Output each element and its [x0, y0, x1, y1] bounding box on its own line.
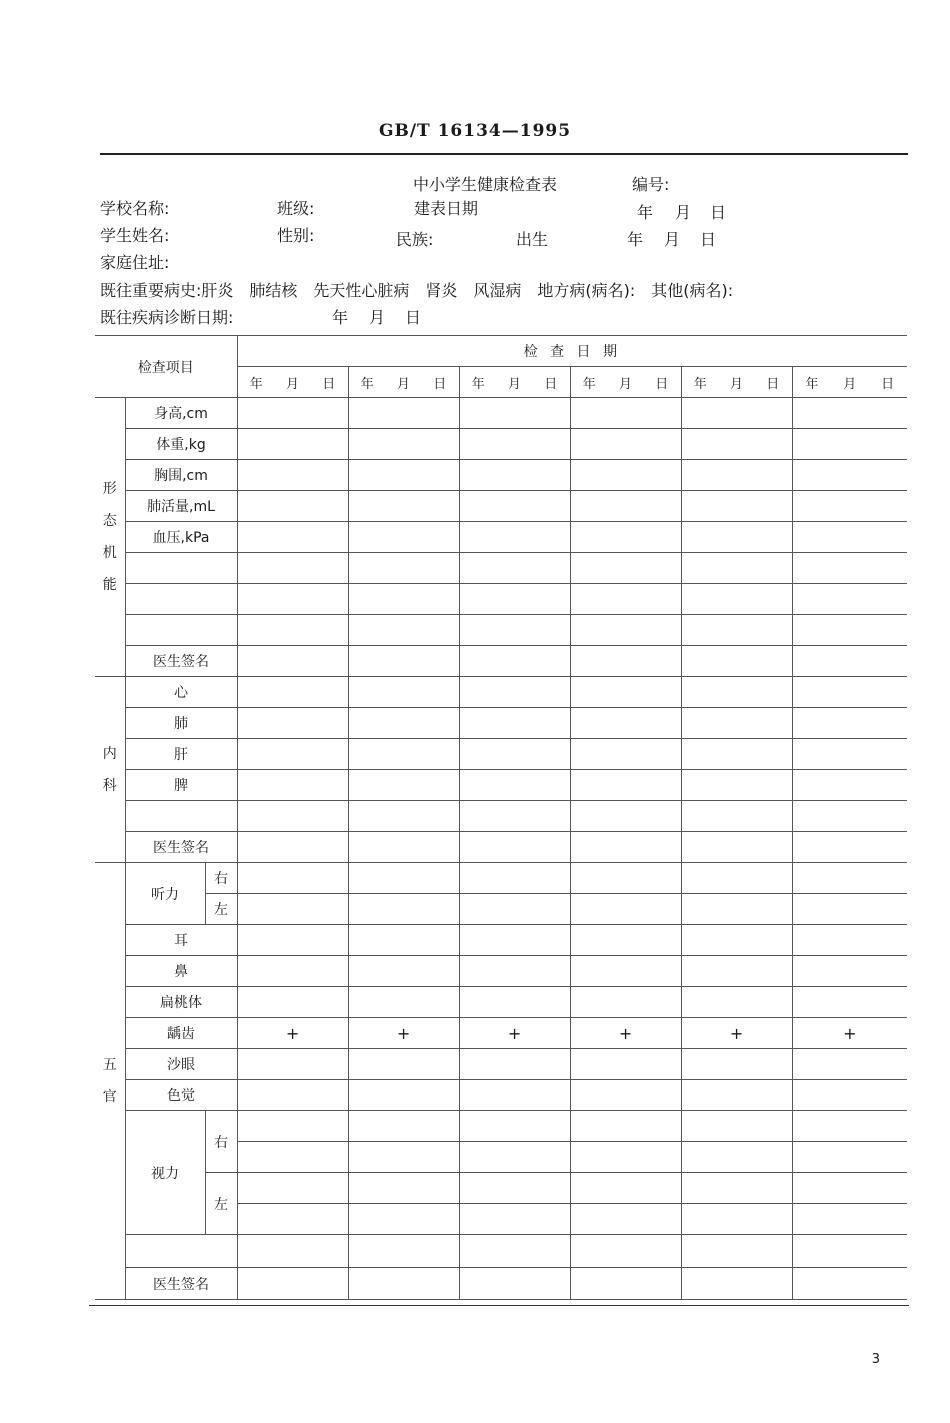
- date-header: 检 查 日 期: [237, 336, 907, 367]
- data-cell[interactable]: [237, 832, 348, 863]
- data-cell[interactable]: [348, 615, 459, 646]
- data-cell[interactable]: [237, 894, 348, 925]
- data-cell[interactable]: [681, 987, 792, 1018]
- item-label: [125, 801, 237, 832]
- data-cell[interactable]: [348, 770, 459, 801]
- item-label: 身高,cm: [125, 398, 237, 429]
- data-cell[interactable]: [570, 1049, 681, 1080]
- data-cell[interactable]: [681, 553, 792, 584]
- data-cell[interactable]: [348, 584, 459, 615]
- data-cell[interactable]: [792, 894, 907, 925]
- form-title: 中小学生健康检查表: [413, 175, 558, 194]
- data-cell[interactable]: [792, 739, 907, 770]
- data-cell[interactable]: [681, 646, 792, 677]
- data-cell[interactable]: [681, 677, 792, 708]
- created-label: 建表日期: [414, 199, 479, 218]
- data-cell[interactable]: [348, 987, 459, 1018]
- item-label: [125, 553, 237, 584]
- address-label: 家庭住址:: [100, 253, 170, 272]
- group-label-five-senses: 五 官: [95, 863, 125, 1300]
- data-cell[interactable]: [681, 708, 792, 739]
- diagnosis-month: 月: [369, 308, 386, 327]
- data-cell[interactable]: [570, 1235, 681, 1268]
- date-col-4: 年 月 日: [570, 367, 681, 398]
- data-cell[interactable]: [792, 925, 907, 956]
- data-cell[interactable]: [459, 1173, 570, 1204]
- data-cell[interactable]: [570, 584, 681, 615]
- data-cell[interactable]: [237, 801, 348, 832]
- data-cell[interactable]: [459, 1111, 570, 1142]
- data-cell[interactable]: [237, 1173, 348, 1204]
- data-cell[interactable]: [237, 770, 348, 801]
- data-cell[interactable]: [237, 553, 348, 584]
- data-cell[interactable]: [348, 801, 459, 832]
- data-cell[interactable]: [459, 1080, 570, 1111]
- data-cell[interactable]: [570, 429, 681, 460]
- data-cell[interactable]: [237, 1268, 348, 1300]
- data-cell[interactable]: [570, 1111, 681, 1142]
- data-cell[interactable]: [570, 863, 681, 894]
- plus-mark: +: [348, 1018, 459, 1049]
- data-cell[interactable]: [792, 987, 907, 1018]
- data-cell[interactable]: [348, 677, 459, 708]
- right-label: 右: [205, 863, 237, 894]
- birth-month: 月: [664, 230, 681, 249]
- data-cell[interactable]: [459, 863, 570, 894]
- data-cell[interactable]: [459, 801, 570, 832]
- data-cell[interactable]: [459, 832, 570, 863]
- data-cell[interactable]: [681, 1235, 792, 1268]
- data-cell[interactable]: [570, 491, 681, 522]
- data-cell[interactable]: [237, 429, 348, 460]
- data-cell[interactable]: [792, 1080, 907, 1111]
- data-cell[interactable]: [459, 398, 570, 429]
- data-cell[interactable]: [237, 987, 348, 1018]
- data-cell[interactable]: [570, 956, 681, 987]
- item-label: 体重,kg: [125, 429, 237, 460]
- data-cell[interactable]: [237, 956, 348, 987]
- data-cell[interactable]: [681, 1173, 792, 1204]
- data-cell[interactable]: [459, 925, 570, 956]
- data-cell[interactable]: [792, 584, 907, 615]
- vision-label: 视力: [125, 1111, 205, 1235]
- data-cell[interactable]: [237, 925, 348, 956]
- data-cell[interactable]: [237, 1142, 348, 1173]
- data-cell[interactable]: [681, 1142, 792, 1173]
- diagnosis-year: 年: [332, 308, 349, 327]
- group-label-morphology: 形 态 机 能: [95, 398, 125, 677]
- data-cell[interactable]: [570, 770, 681, 801]
- data-cell[interactable]: [570, 801, 681, 832]
- data-cell[interactable]: [681, 584, 792, 615]
- data-cell[interactable]: [792, 1173, 907, 1204]
- item-label: [125, 584, 237, 615]
- item-label: 鼻: [125, 956, 237, 987]
- data-cell[interactable]: [348, 1204, 459, 1235]
- data-cell[interactable]: [792, 460, 907, 491]
- data-cell[interactable]: [792, 1268, 907, 1300]
- item-label: 肝: [125, 739, 237, 770]
- data-cell[interactable]: [681, 925, 792, 956]
- plus-mark: +: [237, 1018, 348, 1049]
- data-cell[interactable]: [681, 491, 792, 522]
- data-cell[interactable]: [348, 1235, 459, 1268]
- data-cell[interactable]: [459, 1142, 570, 1173]
- data-cell[interactable]: [570, 894, 681, 925]
- data-cell[interactable]: [570, 646, 681, 677]
- data-cell[interactable]: [459, 894, 570, 925]
- data-cell[interactable]: [570, 1173, 681, 1204]
- data-cell[interactable]: [459, 522, 570, 553]
- data-cell[interactable]: [348, 894, 459, 925]
- date-col-6: 年 月 日: [792, 367, 907, 398]
- date-col-1: 年 月 日: [237, 367, 348, 398]
- data-cell[interactable]: [459, 677, 570, 708]
- data-cell[interactable]: [570, 1204, 681, 1235]
- data-cell[interactable]: [348, 1268, 459, 1300]
- data-cell[interactable]: [792, 1049, 907, 1080]
- serial-label: 编号:: [632, 175, 670, 194]
- data-cell[interactable]: [681, 460, 792, 491]
- data-cell[interactable]: [792, 832, 907, 863]
- data-cell[interactable]: [792, 646, 907, 677]
- diagnosis-day: 日: [405, 308, 422, 327]
- item-label: 心: [125, 677, 237, 708]
- data-cell[interactable]: [792, 1142, 907, 1173]
- data-cell[interactable]: [570, 615, 681, 646]
- item-label: 脾: [125, 770, 237, 801]
- item-label: 色觉: [125, 1080, 237, 1111]
- data-cell[interactable]: [570, 832, 681, 863]
- data-cell[interactable]: [570, 1080, 681, 1111]
- right-label: 右: [205, 1111, 237, 1173]
- data-cell[interactable]: [459, 770, 570, 801]
- data-cell[interactable]: [459, 1204, 570, 1235]
- item-label: 肺活量,mL: [125, 491, 237, 522]
- data-cell[interactable]: [348, 460, 459, 491]
- data-cell[interactable]: [681, 1111, 792, 1142]
- plus-mark: +: [792, 1018, 907, 1049]
- school-label: 学校名称:: [100, 199, 170, 218]
- data-cell[interactable]: [792, 429, 907, 460]
- data-cell[interactable]: [237, 615, 348, 646]
- name-label: 学生姓名:: [100, 226, 170, 245]
- data-cell[interactable]: [792, 491, 907, 522]
- data-cell[interactable]: [792, 1111, 907, 1142]
- data-cell[interactable]: [792, 553, 907, 584]
- item-header: 检查项目: [95, 336, 237, 398]
- left-label: 左: [205, 894, 237, 925]
- data-cell[interactable]: [348, 1080, 459, 1111]
- created-month: 月: [675, 203, 692, 222]
- data-cell[interactable]: [237, 1204, 348, 1235]
- data-cell[interactable]: [237, 1235, 348, 1268]
- group-five-senses: [95, 863, 907, 1300]
- data-cell[interactable]: [459, 491, 570, 522]
- diagnosis-date-label: 既往疾病诊断日期:: [100, 308, 234, 327]
- birth-year: 年: [627, 230, 644, 249]
- item-label: 肺: [125, 708, 237, 739]
- data-cell[interactable]: [681, 956, 792, 987]
- hearing-label: 听力: [125, 863, 205, 925]
- class-label: 班级:: [277, 199, 315, 218]
- data-cell[interactable]: [348, 708, 459, 739]
- header-rule: [100, 153, 908, 155]
- data-cell[interactable]: [348, 1173, 459, 1204]
- item-label: 胸围,cm: [125, 460, 237, 491]
- item-label: 龋齿: [125, 1018, 237, 1049]
- data-cell[interactable]: [792, 398, 907, 429]
- data-cell[interactable]: [348, 1111, 459, 1142]
- data-cell[interactable]: [459, 1235, 570, 1268]
- gender-label: 性别:: [277, 226, 315, 245]
- data-cell[interactable]: [681, 522, 792, 553]
- data-cell[interactable]: [459, 956, 570, 987]
- item-label: [125, 615, 237, 646]
- data-cell[interactable]: [348, 863, 459, 894]
- doctor-signature-label: 医生签名: [125, 832, 237, 863]
- data-cell[interactable]: [681, 770, 792, 801]
- data-cell[interactable]: [237, 1049, 348, 1080]
- data-cell[interactable]: [348, 956, 459, 987]
- data-cell[interactable]: [792, 1235, 907, 1268]
- data-cell[interactable]: [792, 708, 907, 739]
- data-cell[interactable]: [348, 491, 459, 522]
- group-internal-medicine: [95, 677, 907, 863]
- item-label: [125, 1235, 237, 1268]
- data-cell[interactable]: [459, 429, 570, 460]
- data-cell[interactable]: [792, 615, 907, 646]
- date-col-3: 年 月 日: [459, 367, 570, 398]
- data-cell[interactable]: [237, 677, 348, 708]
- data-cell[interactable]: [570, 739, 681, 770]
- data-cell[interactable]: [348, 832, 459, 863]
- item-label: 扁桃体: [125, 987, 237, 1018]
- data-cell[interactable]: [237, 522, 348, 553]
- standard-number: GB/T 16134—1995: [378, 121, 572, 141]
- data-cell[interactable]: [237, 1080, 348, 1111]
- data-cell[interactable]: [459, 553, 570, 584]
- doctor-signature-label: 医生签名: [125, 646, 237, 677]
- data-cell[interactable]: [681, 615, 792, 646]
- data-cell[interactable]: [348, 398, 459, 429]
- data-cell[interactable]: [570, 1268, 681, 1300]
- data-cell[interactable]: [570, 925, 681, 956]
- data-cell[interactable]: [681, 863, 792, 894]
- data-cell[interactable]: [681, 894, 792, 925]
- data-cell[interactable]: [792, 863, 907, 894]
- item-label: 血压,kPa: [125, 522, 237, 553]
- data-cell[interactable]: [570, 987, 681, 1018]
- data-cell[interactable]: [348, 739, 459, 770]
- data-cell[interactable]: [459, 1049, 570, 1080]
- data-cell[interactable]: [348, 553, 459, 584]
- data-cell[interactable]: [570, 398, 681, 429]
- data-cell[interactable]: [237, 646, 348, 677]
- data-cell[interactable]: [681, 739, 792, 770]
- page-number: 3: [871, 1352, 880, 1367]
- data-cell[interactable]: [570, 522, 681, 553]
- doctor-signature-label: 医生签名: [125, 1268, 237, 1300]
- date-col-5: 年 月 日: [681, 367, 792, 398]
- data-cell[interactable]: [348, 429, 459, 460]
- data-cell[interactable]: [459, 646, 570, 677]
- data-cell[interactable]: [459, 615, 570, 646]
- footer-rule: [89, 1305, 909, 1306]
- data-cell[interactable]: [237, 863, 348, 894]
- data-cell[interactable]: [681, 832, 792, 863]
- data-cell[interactable]: [237, 584, 348, 615]
- data-cell[interactable]: [459, 739, 570, 770]
- item-label: 耳: [125, 925, 237, 956]
- data-cell[interactable]: [570, 553, 681, 584]
- data-cell[interactable]: [792, 522, 907, 553]
- data-cell[interactable]: [459, 584, 570, 615]
- data-cell[interactable]: [681, 1268, 792, 1300]
- left-label: 左: [205, 1173, 237, 1235]
- data-cell[interactable]: [459, 987, 570, 1018]
- data-cell[interactable]: [237, 398, 348, 429]
- group-morphology: [95, 398, 907, 677]
- data-cell[interactable]: [570, 708, 681, 739]
- ethnic-label: 民族:: [396, 230, 434, 249]
- data-cell[interactable]: [792, 801, 907, 832]
- data-cell[interactable]: [237, 1111, 348, 1142]
- data-cell[interactable]: [459, 708, 570, 739]
- data-cell[interactable]: [792, 677, 907, 708]
- data-cell[interactable]: [237, 460, 348, 491]
- data-cell[interactable]: [237, 708, 348, 739]
- data-cell[interactable]: [348, 1049, 459, 1080]
- data-cell[interactable]: [459, 460, 570, 491]
- data-cell[interactable]: [792, 956, 907, 987]
- data-cell[interactable]: [348, 1142, 459, 1173]
- data-cell[interactable]: [792, 1204, 907, 1235]
- plus-mark: +: [570, 1018, 681, 1049]
- data-cell[interactable]: [570, 677, 681, 708]
- plus-mark: +: [681, 1018, 792, 1049]
- history-label: 既往重要病史:肝炎 肺结核 先天性心脏病 肾炎 风湿病 地方病(病名): 其他(病名):: [100, 281, 734, 300]
- group-label-internal: 内 科: [95, 677, 125, 863]
- data-cell[interactable]: [348, 522, 459, 553]
- data-cell[interactable]: [681, 1080, 792, 1111]
- data-cell[interactable]: [681, 1204, 792, 1235]
- item-label: 沙眼: [125, 1049, 237, 1080]
- data-cell[interactable]: [681, 1049, 792, 1080]
- health-exam-table: [95, 335, 907, 1300]
- data-cell[interactable]: [792, 770, 907, 801]
- birth-day: 日: [700, 230, 717, 249]
- birth-label: 出生: [516, 230, 549, 249]
- created-day: 日: [710, 203, 727, 222]
- data-cell[interactable]: [570, 1142, 681, 1173]
- data-cell[interactable]: [681, 429, 792, 460]
- created-year: 年: [637, 203, 654, 222]
- data-cell[interactable]: [459, 1268, 570, 1300]
- data-cell[interactable]: [570, 460, 681, 491]
- data-cell[interactable]: [237, 739, 348, 770]
- data-cell[interactable]: [681, 801, 792, 832]
- data-cell[interactable]: [348, 925, 459, 956]
- date-col-2: 年 月 日: [348, 367, 459, 398]
- plus-mark: +: [459, 1018, 570, 1049]
- data-cell[interactable]: [348, 646, 459, 677]
- data-cell[interactable]: [681, 398, 792, 429]
- data-cell[interactable]: [237, 491, 348, 522]
